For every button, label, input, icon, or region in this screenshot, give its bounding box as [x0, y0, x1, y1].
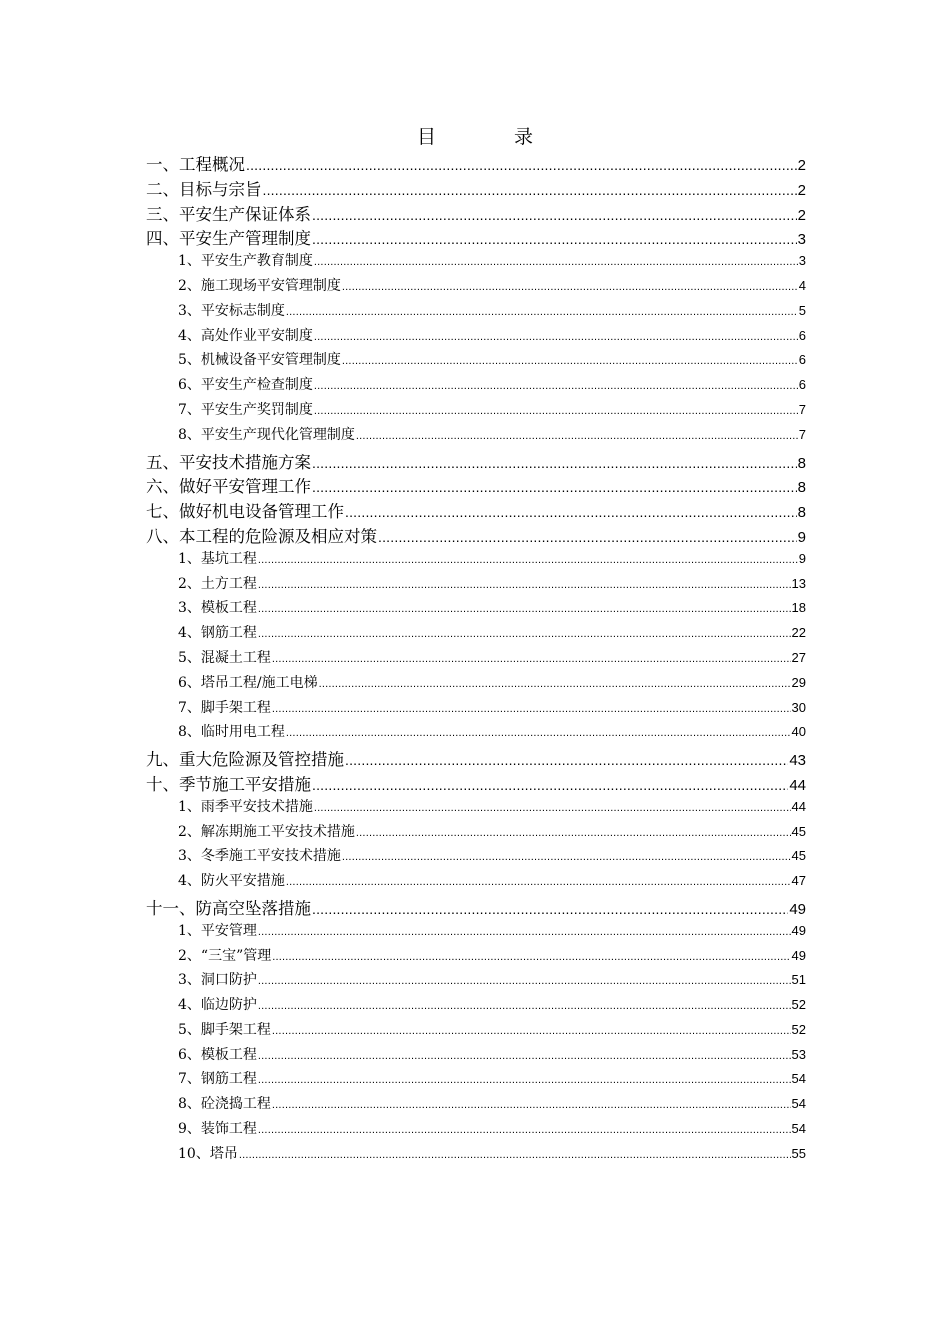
toc-title-char-2: 录	[514, 126, 534, 148]
toc-entry-section[interactable]	[146, 895, 806, 920]
toc-dot-leader	[356, 827, 791, 839]
toc-dot-leader	[319, 678, 791, 690]
toc-entry-subsection[interactable]	[146, 1093, 806, 1118]
toc-page-number: 9	[798, 550, 806, 566]
toc-dot-leader	[312, 901, 788, 917]
toc-entry-subsection[interactable]	[146, 672, 806, 697]
toc-entry-text: 6、模板工程	[178, 1046, 257, 1063]
toc-page-number: 29	[791, 674, 806, 690]
toc-entry-subsection[interactable]	[146, 994, 806, 1019]
toc-entry-text: 1、平安生产教育制度	[178, 253, 313, 270]
toc-dot-leader	[258, 1124, 791, 1136]
table-of-contents	[146, 151, 806, 1168]
toc-entry-text: 3、模板工程	[178, 600, 257, 617]
toc-dot-leader	[272, 653, 791, 665]
toc-page-number: 47	[791, 873, 806, 889]
toc-dot-leader	[314, 256, 798, 268]
toc-entry-section[interactable]	[146, 176, 806, 201]
toc-page-number: 49	[791, 947, 806, 963]
toc-page-number: 7	[798, 401, 806, 417]
toc-dot-leader	[286, 876, 791, 888]
toc-page-number: 55	[791, 1145, 806, 1161]
toc-page-number: 44	[789, 776, 806, 794]
toc-dot-leader	[356, 430, 798, 442]
toc-entry-subsection[interactable]	[146, 573, 806, 598]
toc-page-number: 27	[791, 649, 806, 665]
toc-dot-leader	[258, 1000, 791, 1012]
toc-page-number: 22	[791, 625, 806, 641]
toc-title-char-1: 目	[416, 126, 436, 148]
toc-dot-leader	[272, 1099, 791, 1111]
toc-entry-text: 8、平安生产现代化管理制度	[178, 426, 355, 443]
toc-dot-leader	[258, 579, 791, 591]
toc-dot-leader	[345, 752, 788, 768]
toc-page-number: 49	[789, 900, 806, 918]
toc-entry-subsection[interactable]	[146, 325, 806, 350]
toc-entry-section[interactable]	[146, 771, 806, 796]
toc-page-number: 6	[798, 327, 806, 343]
toc-dot-leader	[314, 331, 798, 343]
toc-dot-leader	[314, 405, 798, 417]
toc-dot-leader	[314, 380, 798, 392]
toc-entry-subsection[interactable]	[146, 721, 806, 746]
toc-entry-section[interactable]	[146, 498, 806, 523]
toc-entry-text: 2、施工现场平安管理制度	[178, 277, 341, 294]
toc-dot-leader	[258, 603, 791, 615]
toc-page-number: 6	[798, 352, 806, 368]
toc-entry-text: 4、高处作业平安制度	[178, 327, 313, 344]
toc-dot-leader	[258, 926, 791, 938]
toc-dot-leader	[272, 1025, 791, 1037]
toc-page-number: 9	[797, 528, 806, 546]
toc-dot-leader	[239, 1149, 791, 1161]
toc-dot-leader	[378, 529, 797, 545]
toc-page-number: 54	[791, 1096, 806, 1112]
toc-entry-subsection[interactable]	[146, 424, 806, 449]
toc-page-number: 5	[798, 302, 806, 318]
toc-entry-text: 4、临边防护	[178, 997, 257, 1014]
toc-page-number: 54	[791, 1071, 806, 1087]
toc-dot-leader	[272, 951, 790, 963]
toc-entry-text: 6、塔吊工程/施工电梯	[178, 674, 318, 691]
toc-dot-leader	[342, 851, 791, 863]
toc-dot-leader	[272, 703, 791, 715]
toc-entry-text: 4、钢筋工程	[178, 625, 257, 642]
toc-entry-text: 3、平安标志制度	[178, 302, 285, 319]
toc-page-number: 6	[798, 377, 806, 393]
toc-entry-subsection[interactable]	[146, 697, 806, 722]
toc-page-number: 2	[797, 181, 806, 199]
toc-page-number: 8	[797, 479, 806, 497]
toc-entry-text: 二、目标与宗旨	[146, 179, 262, 199]
toc-entry-text: 8、砼浇捣工程	[178, 1096, 271, 1113]
toc-entry-text: 五、平安技术措施方案	[146, 452, 311, 472]
toc-entry-subsection[interactable]	[146, 920, 806, 945]
toc-entry-section[interactable]	[146, 473, 806, 498]
toc-entry-text: 2、“三宝”管理	[178, 947, 272, 964]
toc-dot-leader	[342, 355, 798, 367]
toc-entry-text: 3、冬季施工平安技术措施	[178, 848, 341, 865]
toc-entry-subsection[interactable]	[146, 548, 806, 573]
toc-page-number: 13	[791, 575, 806, 591]
toc-entry-subsection[interactable]	[146, 1044, 806, 1069]
toc-dot-leader	[286, 306, 798, 318]
toc-entry-subsection[interactable]	[146, 1068, 806, 1093]
toc-entry-subsection[interactable]	[146, 300, 806, 325]
toc-entry-text: 十、季节施工平安措施	[146, 774, 311, 794]
toc-page-number: 8	[797, 454, 806, 472]
toc-entry-text: 5、脚手架工程	[178, 1021, 271, 1038]
toc-page-number: 40	[791, 724, 806, 740]
toc-dot-leader	[312, 777, 788, 793]
toc-page-number: 52	[791, 997, 806, 1013]
toc-entry-text: 四、平安生产管理制度	[146, 229, 311, 249]
toc-entry-subsection[interactable]	[146, 647, 806, 672]
toc-dot-leader	[312, 455, 797, 471]
toc-entry-subsection[interactable]	[146, 845, 806, 870]
toc-dot-leader	[258, 1074, 791, 1086]
toc-entry-text: 1、雨季平安技术措施	[178, 798, 313, 815]
toc-entry-text: 六、做好平安管理工作	[146, 477, 311, 497]
toc-entry-section[interactable]	[146, 523, 806, 548]
toc-entry-text: 10、塔吊	[178, 1145, 238, 1162]
toc-entry-text: 9、装饰工程	[178, 1121, 257, 1138]
toc-entry-text: 九、重大危险源及管控措施	[146, 750, 344, 770]
toc-entry-section[interactable]	[146, 746, 806, 771]
toc-entry-text: 十一、防高空坠落措施	[146, 898, 311, 918]
toc-dot-leader	[258, 975, 791, 987]
toc-page-number: 30	[791, 699, 806, 715]
toc-dot-leader	[263, 182, 797, 198]
toc-entry-section[interactable]	[146, 201, 806, 226]
toc-dot-leader	[258, 1050, 791, 1062]
toc-entry-text: 7、平安生产奖罚制度	[178, 401, 313, 418]
toc-page-number: 8	[797, 504, 806, 522]
toc-dot-leader	[286, 727, 791, 739]
toc-page-number: 45	[791, 823, 806, 839]
toc-page-number: 2	[797, 206, 806, 224]
toc-entry-subsection[interactable]	[146, 1019, 806, 1044]
toc-entry-text: 8、临时用电工程	[178, 724, 285, 741]
toc-entry-text: 七、做好机电设备管理工作	[146, 502, 344, 522]
toc-dot-leader	[312, 479, 797, 495]
toc-entry-text: 3、洞口防护	[178, 972, 257, 989]
toc-entry-subsection[interactable]	[146, 275, 806, 300]
toc-dot-leader	[314, 802, 791, 814]
toc-entry-section[interactable]	[146, 225, 806, 250]
toc-page-number: 18	[791, 600, 806, 616]
toc-entry-subsection[interactable]	[146, 374, 806, 399]
toc-entry-subsection[interactable]	[146, 945, 806, 970]
toc-entry-subsection[interactable]	[146, 597, 806, 622]
toc-entry-text: 2、土方工程	[178, 575, 257, 592]
toc-entry-section[interactable]	[146, 151, 806, 176]
toc-dot-leader	[342, 281, 798, 293]
toc-page-number: 53	[791, 1046, 806, 1062]
toc-entry-text: 5、混凝土工程	[178, 649, 271, 666]
toc-page-number: 51	[791, 972, 806, 988]
toc-entry-text: 6、平安生产检查制度	[178, 377, 313, 394]
toc-page-number: 3	[798, 253, 806, 269]
toc-page-number: 44	[791, 798, 806, 814]
toc-page-number: 7	[798, 426, 806, 442]
toc-entry-text: 7、钢筋工程	[178, 1071, 257, 1088]
toc-entry-text: 4、防火平安措施	[178, 873, 285, 890]
toc-entry-text: 1、平安管理	[178, 922, 257, 939]
toc-entry-text: 1、基坑工程	[178, 550, 257, 567]
toc-page-number: 4	[798, 277, 806, 293]
toc-entry-subsection[interactable]	[146, 399, 806, 424]
toc-entry-subsection[interactable]	[146, 796, 806, 821]
toc-page-number: 2	[797, 157, 806, 174]
toc-dot-leader	[258, 554, 798, 566]
toc-page-number: 52	[791, 1021, 806, 1037]
toc-dot-leader	[258, 628, 791, 640]
toc-entry-section[interactable]	[146, 449, 806, 474]
toc-dot-leader	[246, 157, 797, 173]
toc-page-number: 43	[789, 752, 806, 770]
toc-entry-subsection[interactable]	[146, 250, 806, 275]
toc-entry-subsection[interactable]	[146, 1118, 806, 1143]
toc-entry-text: 5、机械设备平安管理制度	[178, 352, 341, 369]
toc-entry-subsection[interactable]	[146, 622, 806, 647]
toc-page-number: 54	[791, 1121, 806, 1137]
toc-dot-leader	[312, 207, 797, 223]
toc-entry-subsection[interactable]	[146, 821, 806, 846]
toc-dot-leader	[345, 504, 797, 520]
toc-entry-subsection[interactable]	[146, 870, 806, 895]
toc-entry-text: 三、平安生产保证体系	[146, 204, 311, 224]
toc-page-number: 49	[791, 922, 806, 938]
toc-page-number: 3	[797, 231, 806, 249]
toc-page-number: 45	[791, 848, 806, 864]
toc-title	[0, 124, 950, 150]
toc-entry-subsection[interactable]	[146, 1143, 806, 1168]
toc-entry-text: 7、脚手架工程	[178, 699, 271, 716]
toc-entry-subsection[interactable]	[146, 969, 806, 994]
toc-entry-text: 2、解冻期施工平安技术措施	[178, 823, 355, 840]
toc-dot-leader	[312, 231, 797, 247]
toc-entry-text: 一、工程概况	[146, 155, 245, 174]
toc-entry-text: 八、本工程的危险源及相应对策	[146, 526, 377, 546]
toc-entry-subsection[interactable]	[146, 349, 806, 374]
